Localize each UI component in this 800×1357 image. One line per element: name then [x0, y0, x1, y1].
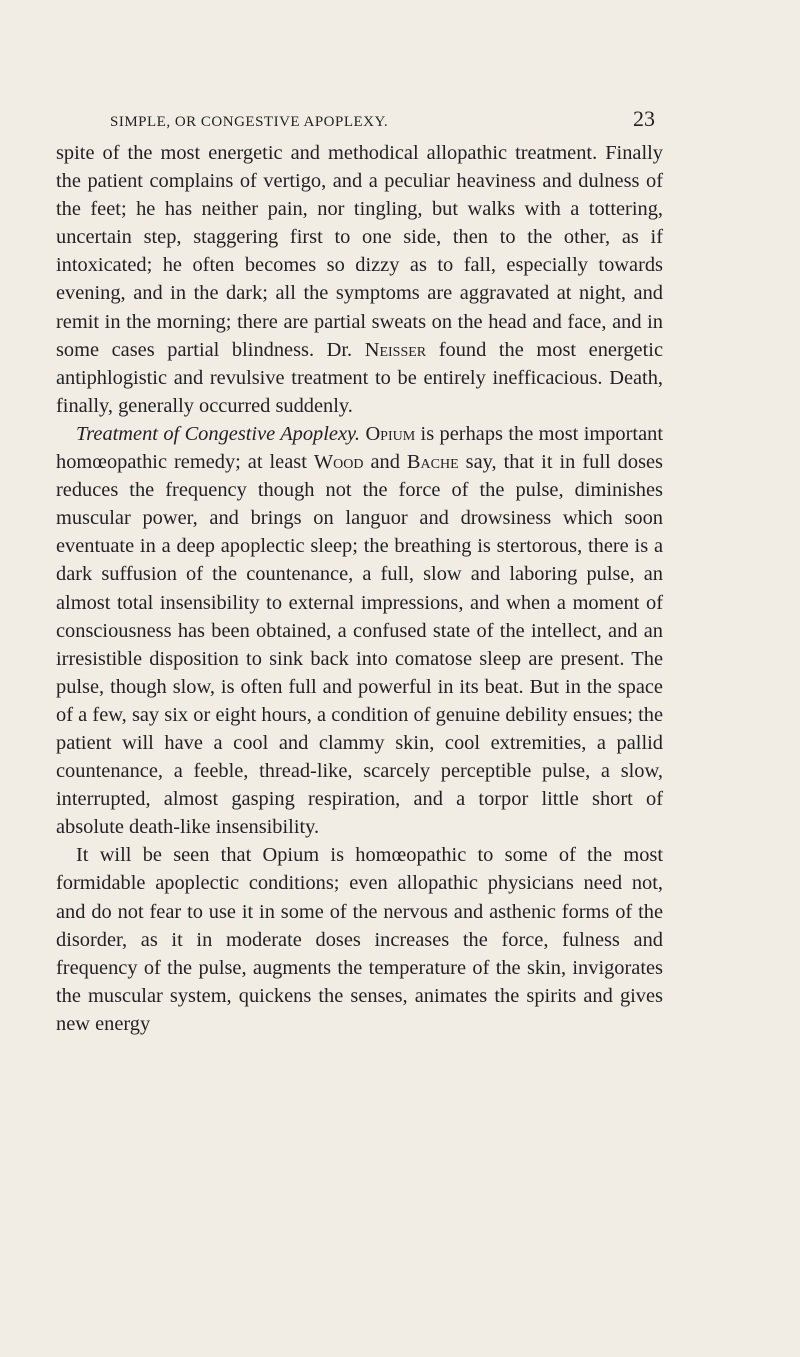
author-name-wood: Wood [313, 451, 364, 474]
paragraph-2-text-b: is perhaps the most important homœopathic remedy; at least [56, 422, 663, 474]
running-title: SIMPLE, OR CONGESTIVE APOPLEXY. [110, 114, 389, 130]
paragraph-2 [56, 420, 663, 841]
author-name-neisser: Neisser [364, 338, 427, 361]
paragraph-1 [56, 139, 663, 420]
remedy-name-opium: Opium [365, 422, 416, 445]
paragraph-1-text-a: spite of the most energetic and methodical allopathic treatment. Finally the patient complains of vertigo, and a peculiar heaviness and dulness of the feet; he has neither pain, nor tingling, but walks with a tottering, uncertain step, staggering first to one side, then to the other, as if intoxicated; he often becomes so dizzy as to fall, especially towards evening, and in the dark; all the symptoms are aggravated at night, and remit in the morning; there are partial sweats on the head and face, and in some cases partial blindness. Dr. [56, 142, 663, 361]
paragraph-2-text-d: say, that it in full doses reduces the frequency though not the force of the pulse, diminishes muscular power, and brings on languor and drowsiness which soon eventuate in a deep apoplectic sleep; the breathing is stertorous, there is a dark suffusion of the countenance, a full, slow and laboring pulse, an almost total insensibility to external impressions, and when a moment of consciousness has been obtained, a confused state of the intellect, and an irresistible disposition to sink back into comatose sleep are present. The pulse, though slow, is often full and powerful in its beat. But in the space of a few, say six or eight hours, a condition of genuine debility ensues; the patient will have a cool and clammy skin, cool extremities, a pallid countenance, a feeble, thread-like, scarcely perceptible pulse, a slow, interrupted, almost gasping respiration, and a torpor little short of absolute death-like insensibility. [56, 451, 663, 839]
paragraph-2-text-c: and [363, 451, 407, 474]
page-number: 23 [633, 106, 655, 131]
paragraph-1-text-b: found the most energetic antiphlogistic and revulsive treatment to be entirely inefficacious. Death, finally, generally occurred suddenly. [56, 338, 663, 417]
author-name-bache: Bache [406, 451, 459, 474]
page-header [110, 106, 655, 132]
section-heading: Treatment of Congestive Apoplexy. [76, 422, 361, 445]
paragraph-3: It will be seen that Opium is homœopathic to some of the most formidable apoplectic conditions; even allopathic physicians need not, and do not fear to use it in some of the nervous and asthenic forms of the disorder, as it in moderate doses increases the force, fulness and frequency of the pulse, augments the temperature of the skin, invigorates the muscular system, quickens the senses, animates the spirits and gives new energy [56, 844, 663, 1035]
body-text [56, 139, 663, 1038]
